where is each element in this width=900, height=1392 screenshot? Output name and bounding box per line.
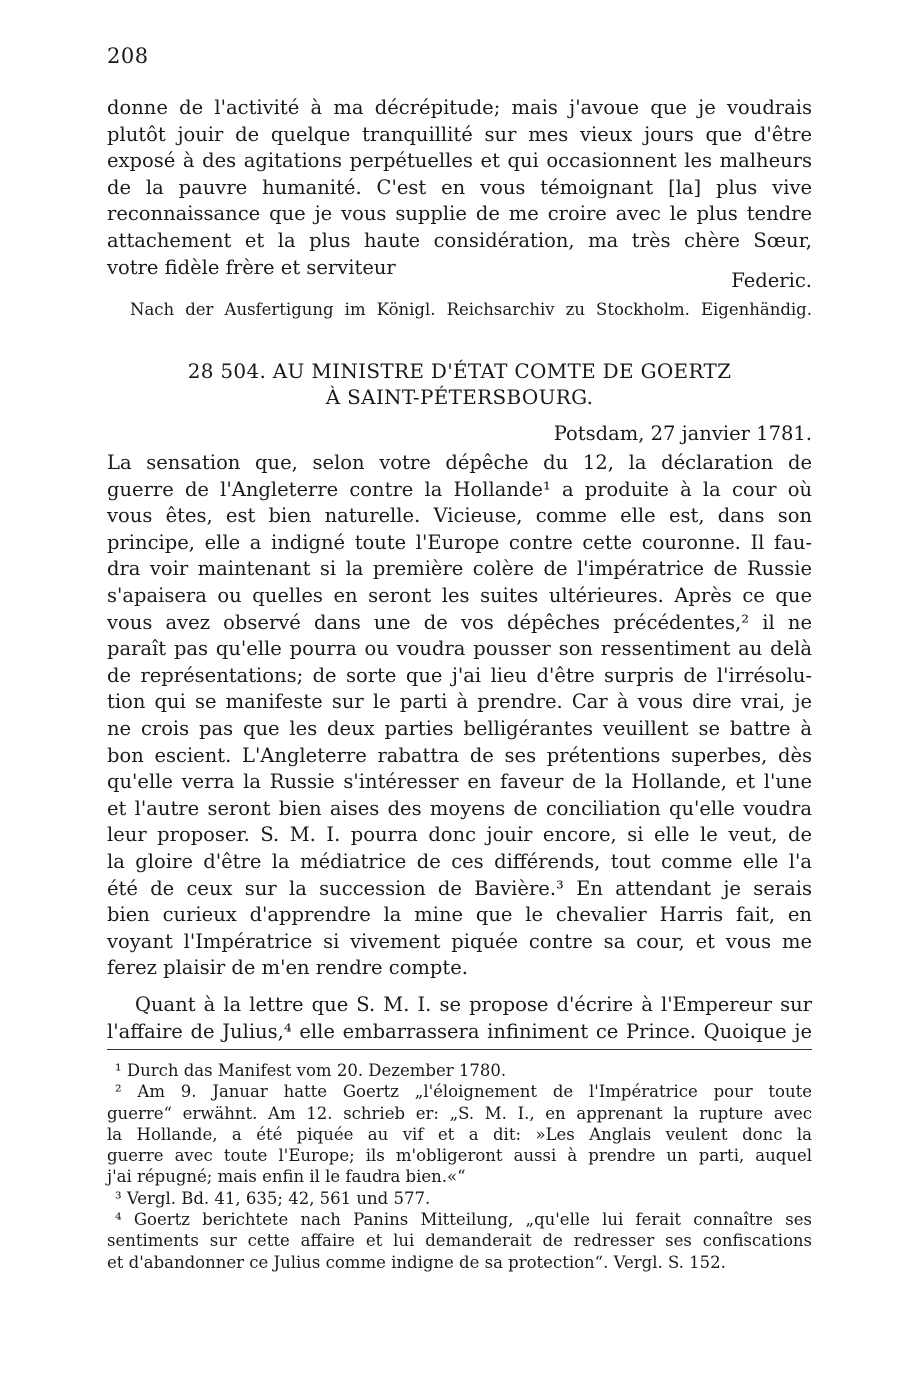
footnote-line: guerre“ erwähnt. Am 12. schrieb er: „S. M. I., en apprenant la rupture avec [107,1103,812,1123]
text-line: guerre de l'Angleterre contre la Hollande¹ a produite à la cour où [107,477,812,501]
letter-closing [107,255,812,292]
text-line: été de ceux sur la succession de Bavière.³ En attendant je serais [107,876,812,900]
text-line: voyant l'Impératrice si vivement piquée contre sa cour, et vous me [107,929,812,953]
text-line: ne crois pas que les deux parties belligérantes veuillent se battre à [107,716,812,740]
closing-formula: votre fidèle frère et serviteur [107,256,396,279]
text-line: donne de l'activité à ma décrépitude; mais j'avoue que je voudrais [107,96,812,119]
text-line: vous avez observé dans une de vos dépêches précédentes,² il ne [107,610,812,634]
footnote-line: j'ai répugné; mais enfin il le faudra bien.«“ [107,1167,466,1187]
footnote-line: et d'abandonner ce Julius comme indigne de sa protection“. Vergl. S. 152. [107,1252,726,1272]
footnotes [107,1060,812,1273]
page-number: 208 [107,44,149,68]
text-line: la gloire d'être la médiatrice de ces différends, tout comme elle l'a [107,849,812,873]
text-line: Quant à la lettre que S. M. I. se propose d'écrire à l'Empereur sur [135,993,812,1016]
footnote-line: ¹ Durch das Manifest vom 20. Dezember 1780. [115,1061,507,1080]
paragraph-2 [107,992,812,1045]
text-line: dra voir maintenant si la première colère de l'impératrice de Russie [107,557,812,581]
text-line: de représentations; de sorte que j'ai lieu d'être surpris de l'irrésolu- [107,663,812,687]
source-note: Nach der Ausfertigung im Königl. Reichsarchiv zu Stockholm. Eigenhändig. [130,300,812,319]
text-line: s'apaisera ou quelles en seront les suites ultérieures. Après ce que [107,583,812,607]
text-line: et l'autre seront bien aises des moyens de conciliation qu'elle voudra [107,796,812,820]
footnote-line: ³ Vergl. Bd. 41, 635; 42, 561 und 577. [115,1188,431,1208]
text-line: leur proposer. S. M. I. pourra donc jouir encore, si elle le veut, de [107,823,812,847]
text-line: bon escient. L'Angleterre rabattra de ses prétentions superbes, dès [107,743,812,767]
footnote-line: guerre avec toute l'Europe; ils m'obligeront aussi à prendre un parti, auquel [107,1146,812,1166]
footnote-divider [107,1049,812,1050]
text-line: exposé à des agitations perpétuelles et qui occasionnent les malheurs [107,149,812,173]
text-line: plutôt jouir de quelque tranquillité sur mes vieux jours que d'être [107,122,812,146]
text-line: paraît pas qu'elle pourra ou voudra pousser son ressentiment au delà [107,637,812,661]
letter-body [107,450,812,982]
text-line: La sensation que, selon votre dépêche du 12, la déclaration de [107,451,812,474]
footnote-line: sentiments sur cette affaire et lui demanderait de redresser ses confiscations [107,1231,812,1251]
text-line: de la pauvre humanité. C'est en vous témoignant [la] plus vive [107,175,812,199]
text-line: l'affaire de Julius,⁴ elle embarrassera infiniment ce Prince. Quoique je [107,1019,812,1043]
text-line: attachement et la plus haute considération, ma très chère Sœur, [107,228,812,252]
footnote-line: ² Am 9. Januar hatte Goertz „l'éloignement de l'Impératrice pour toute [115,1082,812,1102]
text-line: vous êtes, est bien naturelle. Vicieuse, comme elle est, dans son [107,504,812,528]
text-line: reconnaissance que je vous supplie de me croire avec le plus tendre [107,202,812,226]
signature: Federic. [731,269,812,292]
text-line: qu'elle verra la Russie s'intéresser en faveur de la Hollande, et l'une [107,770,812,794]
text-line: ferez plaisir de m'en rendre compte. [107,956,468,980]
footnote-line: ⁴ Goertz berichtete nach Panins Mitteilung, „qu'elle lui ferait connaître ses [115,1210,812,1230]
dateline: Potsdam, 27 janvier 1781. [553,422,812,445]
text-line: bien curieux d'apprendre la mine que le chevalier Harris fait, en [107,903,812,927]
text-line: principe, elle a indigné toute l'Europe contre cette couronne. Il fau- [107,530,812,554]
letter-heading [107,358,812,410]
footnote-line: la Hollande, a été piquée au vif et a dit: »Les Anglais veulent donc la [107,1124,812,1144]
text-line: tion qui se manifeste sur le parti à prendre. Car à vous dire vrai, je [107,690,812,714]
letter-opening [107,95,812,255]
heading-line-2: À SAINT-PÉTERSBOURG. [325,385,594,409]
heading-line-1: 28 504. AU MINISTRE D'ÉTAT COMTE DE GOERTZ [187,359,732,383]
